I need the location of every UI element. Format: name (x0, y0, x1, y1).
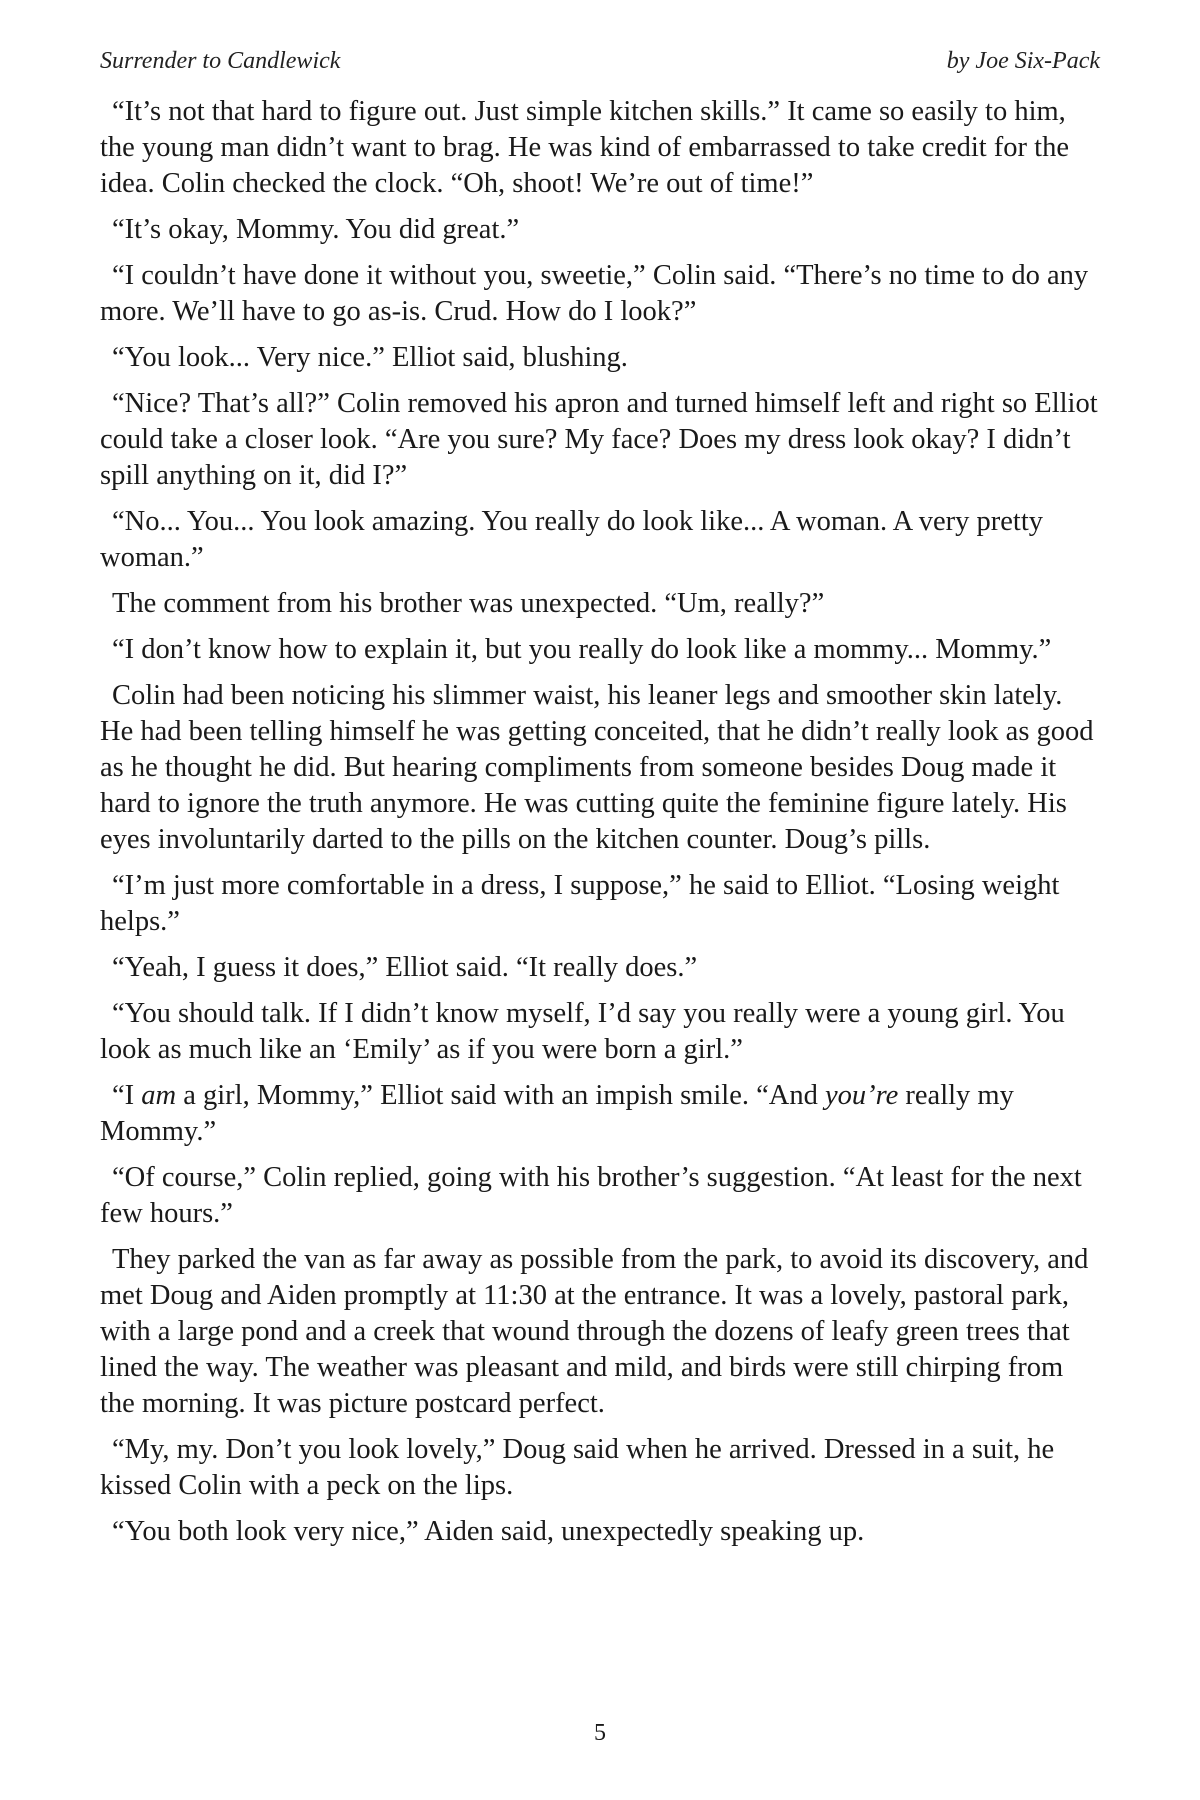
paragraph: They parked the van as far away as possible from the park, to avoid its discovery, and met Doug and Aiden promptly at 11:30 at the entrance. It was a lovely, pastoral park, with a large pond and a creek that wound through the dozens of leafy green trees that lined the way. The weather was pleasant and mild, and birds were still chirping from the morning. It was picture postcard perfect. (100, 1244, 1089, 1419)
author-credit: by Joe Six-Pack (946, 48, 1100, 74)
paragraph: “No... You... You look amazing. You really do look like... A woman. A very pretty woman.” (100, 506, 1043, 573)
paragraph: “Yeah, I guess it does,” Elliot said. “It really does.” (112, 952, 698, 983)
paragraph: “You both look very nice,” Aiden said, unexpectedly speaking up. (112, 1516, 865, 1547)
text-run: “I (112, 1080, 142, 1111)
paragraph: The comment from his brother was unexpected. “Um, really?” (112, 588, 825, 619)
running-header (100, 46, 1100, 76)
paragraph: Colin had been noticing his slimmer waist, his leaner legs and smoother skin lately. He had been telling himself he was getting conceited, that he didn’t really look as good as he thought he did. But hearing compliments from someone besides Doug made it hard to ignore the truth anymore. He was cutting quite the feminine figure lately. His eyes involuntarily darted to the pills on the kitchen counter. Doug’s pills. (100, 680, 1094, 855)
page-number: 5 (594, 1720, 606, 1746)
emphasis-text: you’re (824, 1080, 899, 1111)
paragraph: “Nice? That’s all?” Colin removed his apron and turned himself left and right so Elliot could take a closer look. “Are you sure? My face? Does my dress look okay? I didn’t spill anything on it, did I?” (100, 388, 1098, 491)
paragraph: “It’s not that hard to figure out. Just simple kitchen skills.” It came so easily to him, the young man didn’t want to brag. He was kind of embarrassed to take credit for the idea. Colin checked the clock. “Oh, shoot! We’re out of time!” (100, 96, 1069, 199)
text-run: really my Mommy.” (100, 1080, 1014, 1147)
paragraph: “I couldn’t have done it without you, sweetie,” Colin said. “There’s no time to do any more. We’ll have to go as-is. Crud. How do I look?” (100, 260, 1089, 327)
paragraph: “You should talk. If I didn’t know myself, I’d say you really were a young girl. You look as much like an ‘Emily’ as if you were born a girl.” (100, 998, 1065, 1065)
paragraph: “My, my. Don’t you look lovely,” Doug said when he arrived. Dressed in a suit, he kissed Colin with a peck on the lips. (100, 1434, 1055, 1501)
paragraph: “You look... Very nice.” Elliot said, blushing. (112, 342, 628, 373)
paragraph: “It’s okay, Mommy. You did great.” (112, 214, 520, 245)
paragraph: “I’m just more comfortable in a dress, I suppose,” he said to Elliot. “Losing weight helps.” (100, 870, 1060, 937)
emphasis-text: am (141, 1080, 177, 1111)
text-run: a girl, Mommy,” Elliot said with an impish smile. “And (176, 1080, 825, 1111)
paragraph: “I don’t know how to explain it, but you really do look like a mommy... Mommy.” (112, 634, 1052, 665)
body-text (100, 94, 1102, 1560)
paragraph (100, 1078, 1102, 1150)
book-title: Surrender to Candlewick (100, 48, 341, 74)
paragraph: “Of course,” Colin replied, going with his brother’s suggestion. “At least for the next few hours.” (100, 1162, 1082, 1229)
